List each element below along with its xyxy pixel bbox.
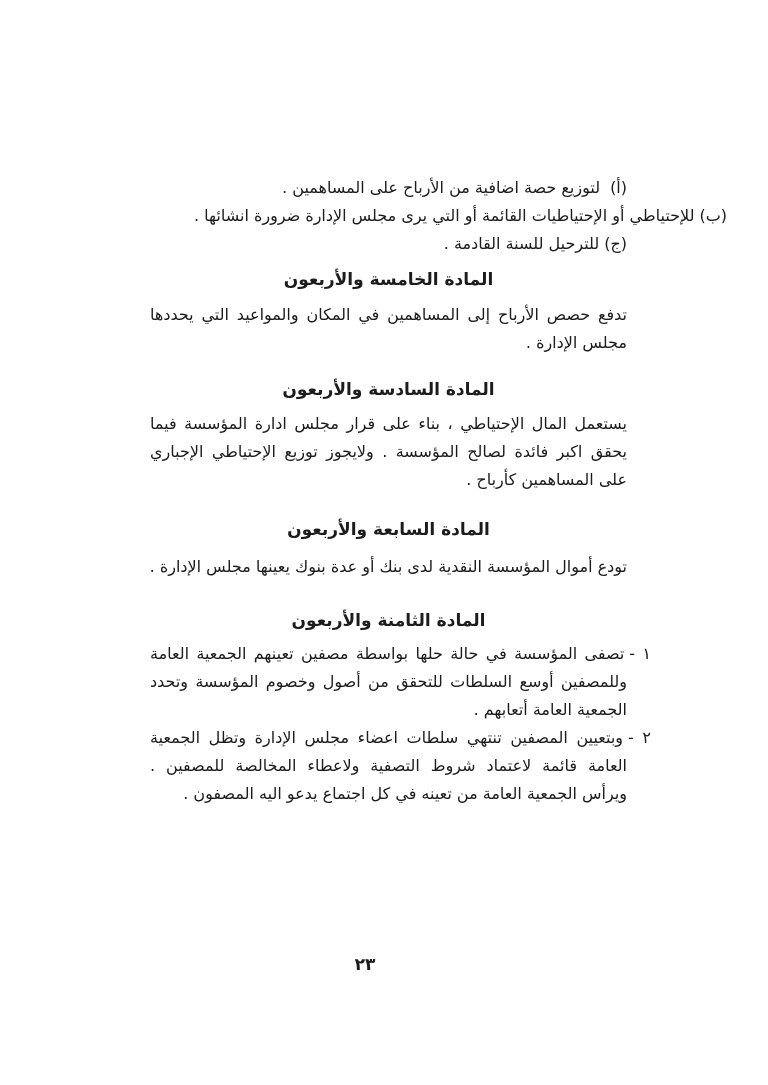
article-48-title: المادة الثامنة والأربعون <box>291 611 486 631</box>
clause-marker-j: (ج) <box>604 234 627 253</box>
clause-text-j: للترحيل للسنة القادمة . <box>443 234 600 253</box>
clause-item-j <box>150 230 627 258</box>
article-48-item-2-marker: ٢ - <box>628 728 652 747</box>
clause-text-b: للإحتياطي أو الإحتياطيات القائمة أو التي يرى مجلس الإدارة ضرورة انشائها . <box>193 206 695 225</box>
clause-text-a: لتوزيع حصة اضافية من الأرباح على المساهمين . <box>282 178 601 197</box>
clause-marker-b: (ب) <box>699 206 727 225</box>
article-46-body: يستعمل المال الإحتياطي ، بناء على قرار مجلس ادارة المؤسسة فيما يحقق اكبر فائدة لصالح المؤسسة . ولايجوز توزيع الإحتياطي الإجباري على المساهمين كأرباح . <box>150 414 627 489</box>
article-47-title: المادة السابعة والأربعون <box>287 520 490 540</box>
clause-marker-a: (أ) <box>610 178 627 197</box>
article-48-item-1 <box>150 640 652 724</box>
article-47-body: تودع أموال المؤسسة النقدية لدى بنك أو عدة بنوك يعينها مجلس الإدارة . <box>149 557 627 576</box>
article-48-item-1-text: تصفى المؤسسة في حالة حلها بواسطة مصفين تعينهم الجمعية العامة وللمصفين أوسع السلطات للتحقق من أصول وخصوم المؤسسة وتحدد الجمعية العامة أتعابهم . <box>150 644 627 719</box>
article-48-item-2 <box>150 724 652 808</box>
article-48-item-1-marker: ١ - <box>629 644 652 663</box>
article-45-body: تدفع حصص الأرباح إلى المساهمين في المكان والمواعيد التي يحددها مجلس الإدارة . <box>150 305 627 352</box>
article-46-title: المادة السادسة والأربعون <box>282 380 495 400</box>
clause-item-a <box>150 174 627 202</box>
page-number: ٢٣ <box>354 955 376 975</box>
article-48-item-2-text: وبتعيين المصفين تنتهي سلطات اعضاء مجلس الإدارة وتظل الجمعية العامة قائمة لاعتماد شروط التصفية ولاعطاء المخالصة للمصفين . ويرأس الجمعية العامة من تعينه في كل اجتماع يدعو اليه المصفون . <box>150 728 627 803</box>
page-content <box>149 174 727 808</box>
article-45-title: المادة الخامسة والأربعون <box>283 270 494 290</box>
clause-item-b <box>150 202 727 230</box>
